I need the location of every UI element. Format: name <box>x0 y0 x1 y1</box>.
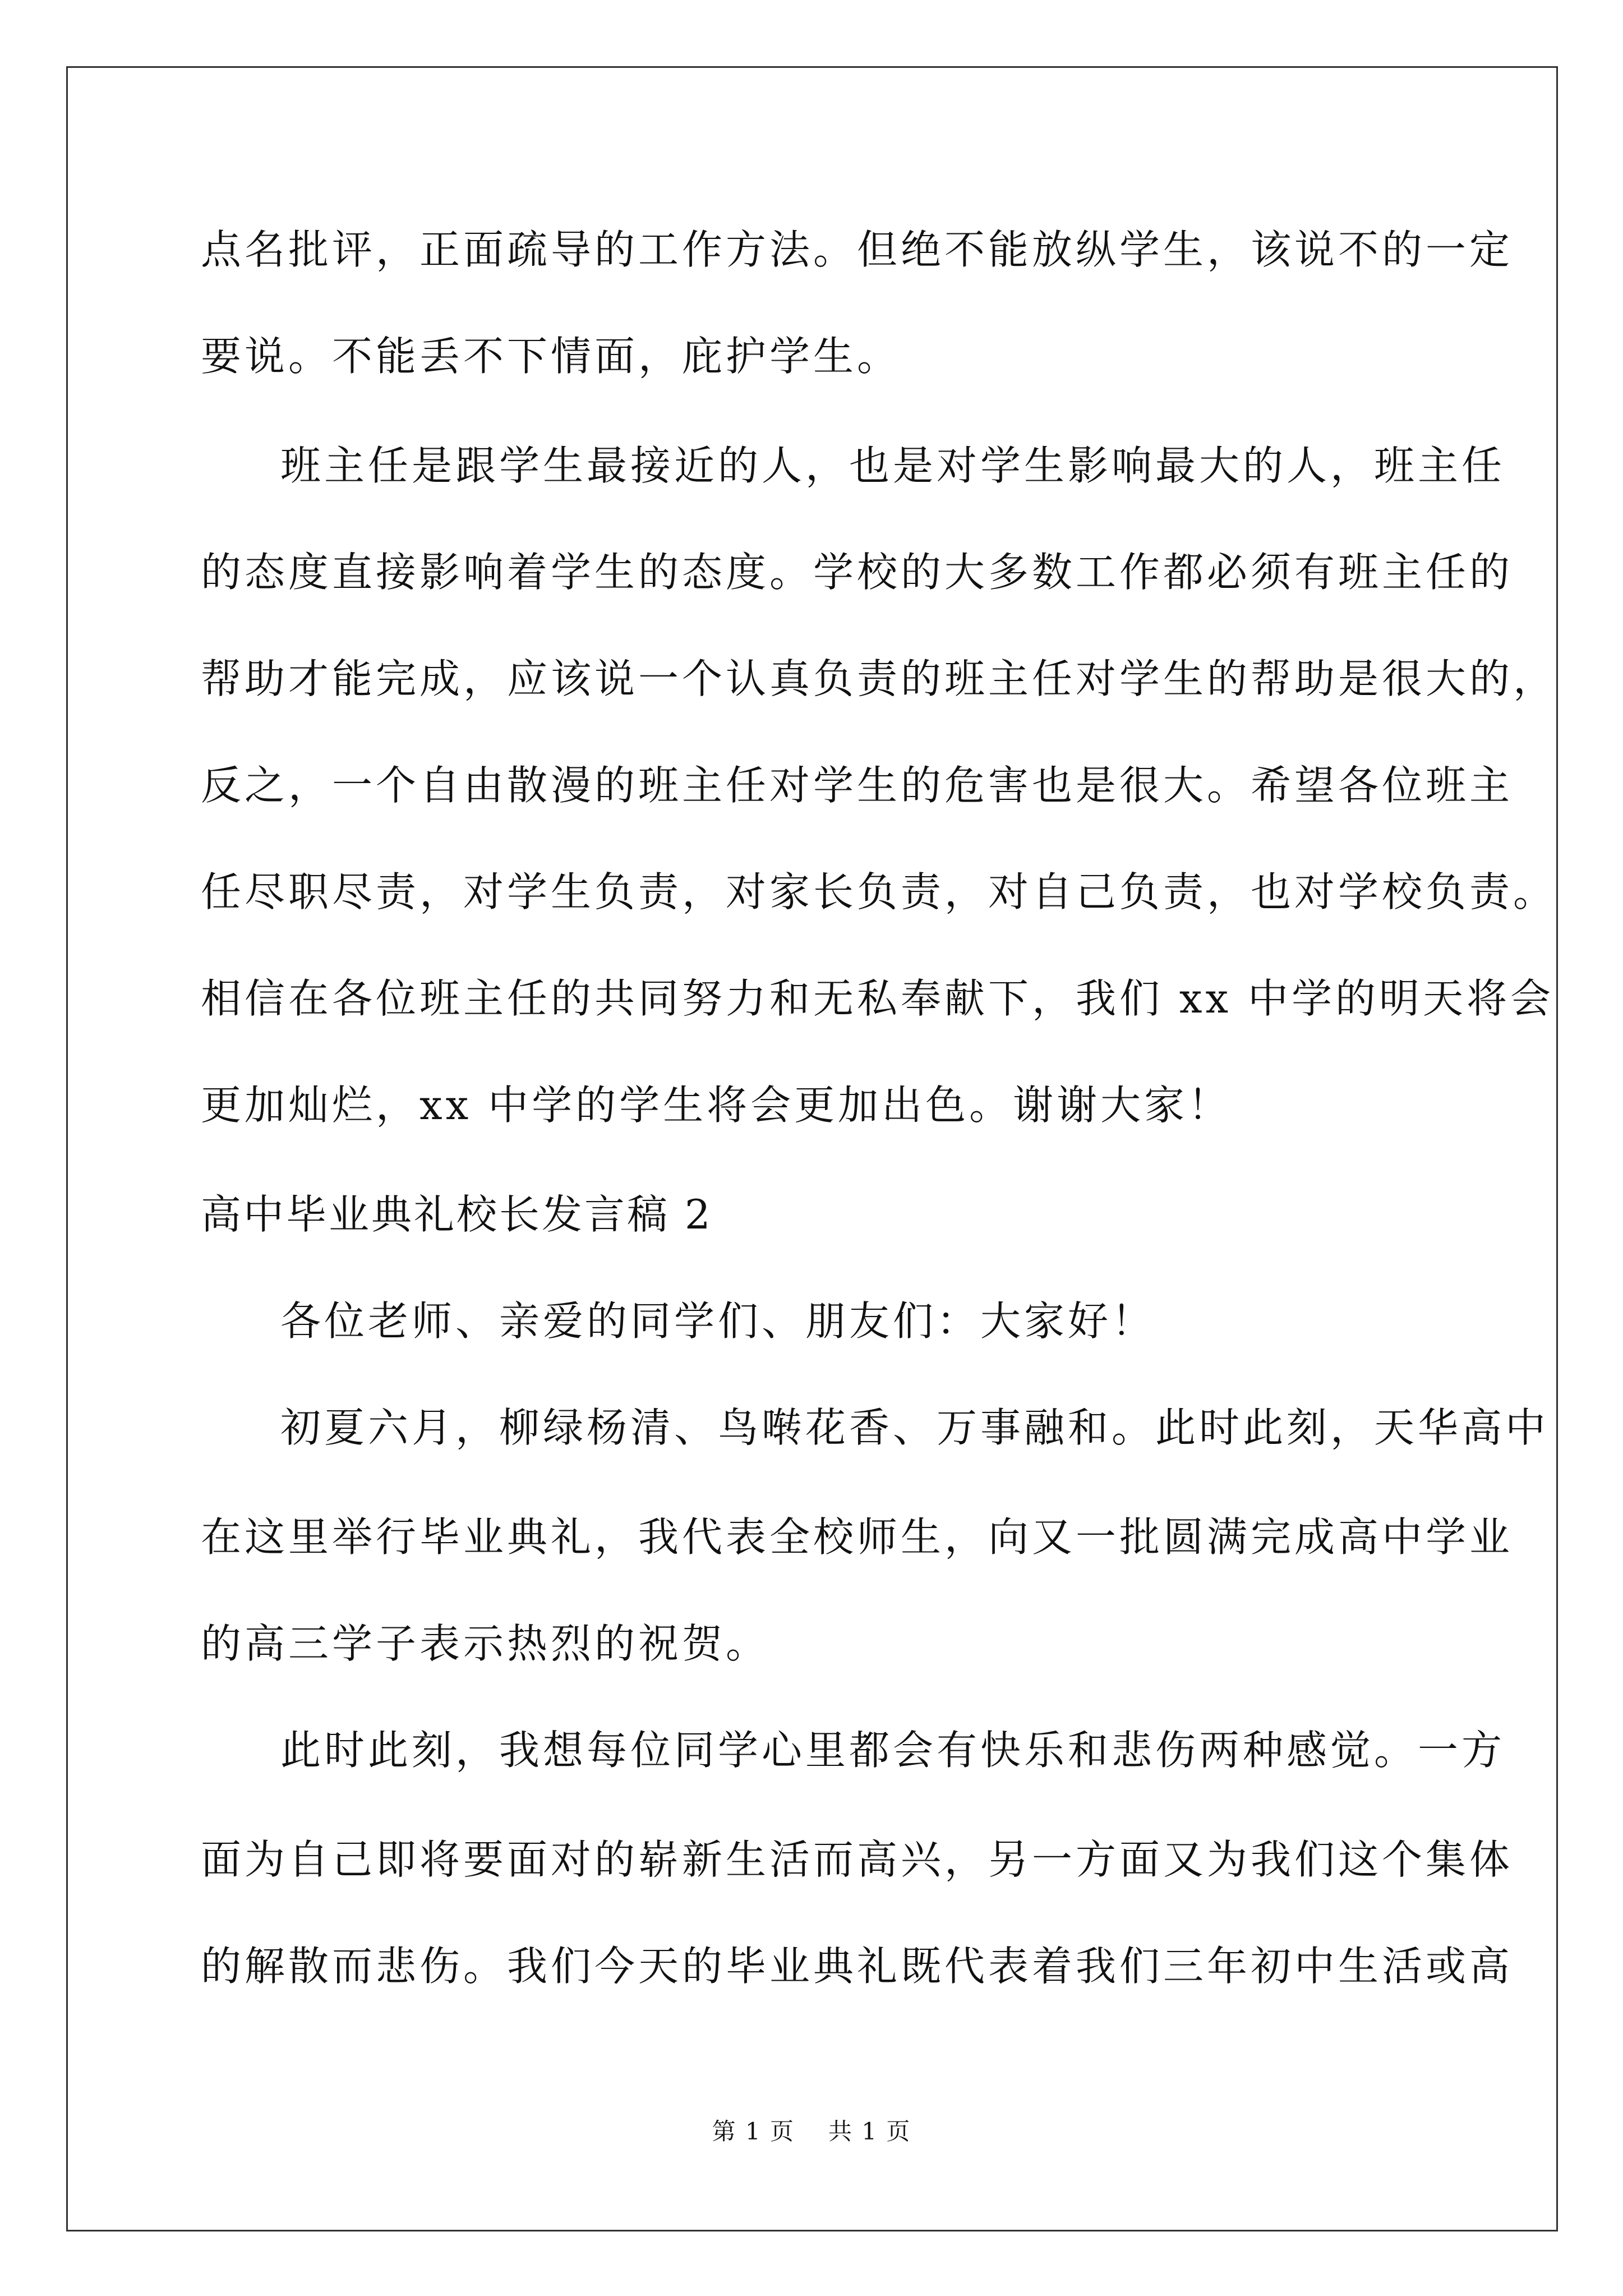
body-line: 面为自己即将要面对的崭新生活而高兴，另一方面又为我们这个集体 <box>201 1836 1514 1883</box>
page-number: 第 1 页 <box>712 2118 795 2145</box>
body-line: 的高三学子表示热烈的祝贺。 <box>201 1620 770 1667</box>
body-line: 的态度直接影响着学生的态度。学校的大多数工作都必须有班主任的 <box>201 549 1514 596</box>
body-line: 的解散而悲伤。我们今天的毕业典礼既代表着我们三年初中生活或高 <box>201 1943 1514 1990</box>
section-heading: 高中毕业典礼校长发言稿 2 <box>201 1191 713 1238</box>
greeting-line: 各位老师、亲爱的同学们、朋友们：大家好！ <box>280 1297 1156 1345</box>
body-line: 在这里举行毕业典礼，我代表全校师生，向又一批圆满完成高中学业 <box>201 1513 1514 1561</box>
page-footer <box>0 2115 1623 2148</box>
body-line: 点名批评，正面疏导的工作方法。但绝不能放纵学生，该说不的一定 <box>201 226 1514 273</box>
paragraph-first-line: 班主任是跟学生最接近的人，也是对学生影响最大的人，班主任 <box>280 442 1506 489</box>
body-line: 任尽职尽责，对学生负责，对家长负责，对自己负责，也对学校负责。 <box>201 868 1557 915</box>
body-line: 相信在各位班主任的共同努力和无私奉献下，我们 xx 中学的明天将会 <box>201 975 1554 1022</box>
page-total: 共 1 页 <box>828 2118 911 2145</box>
page-frame <box>66 66 1558 2231</box>
body-line: 要说。不能丢不下情面，庇护学生。 <box>201 333 901 380</box>
body-line: 反之，一个自由散漫的班主任对学生的危害也是很大。希望各位班主 <box>201 762 1514 809</box>
body-line: 帮助才能完成，应该说一个认真负责的班主任对学生的帮助是很大的， <box>201 655 1557 702</box>
paragraph-first-line: 初夏六月，柳绿杨清、鸟啭花香、万事融和。此时此刻，天华高中 <box>280 1404 1550 1451</box>
body-line: 更加灿烂，xx 中学的学生将会更加出色。谢谢大家！ <box>201 1082 1232 1129</box>
paragraph-first-line: 此时此刻，我想每位同学心里都会有快乐和悲伤两种感觉。一方 <box>280 1727 1506 1774</box>
